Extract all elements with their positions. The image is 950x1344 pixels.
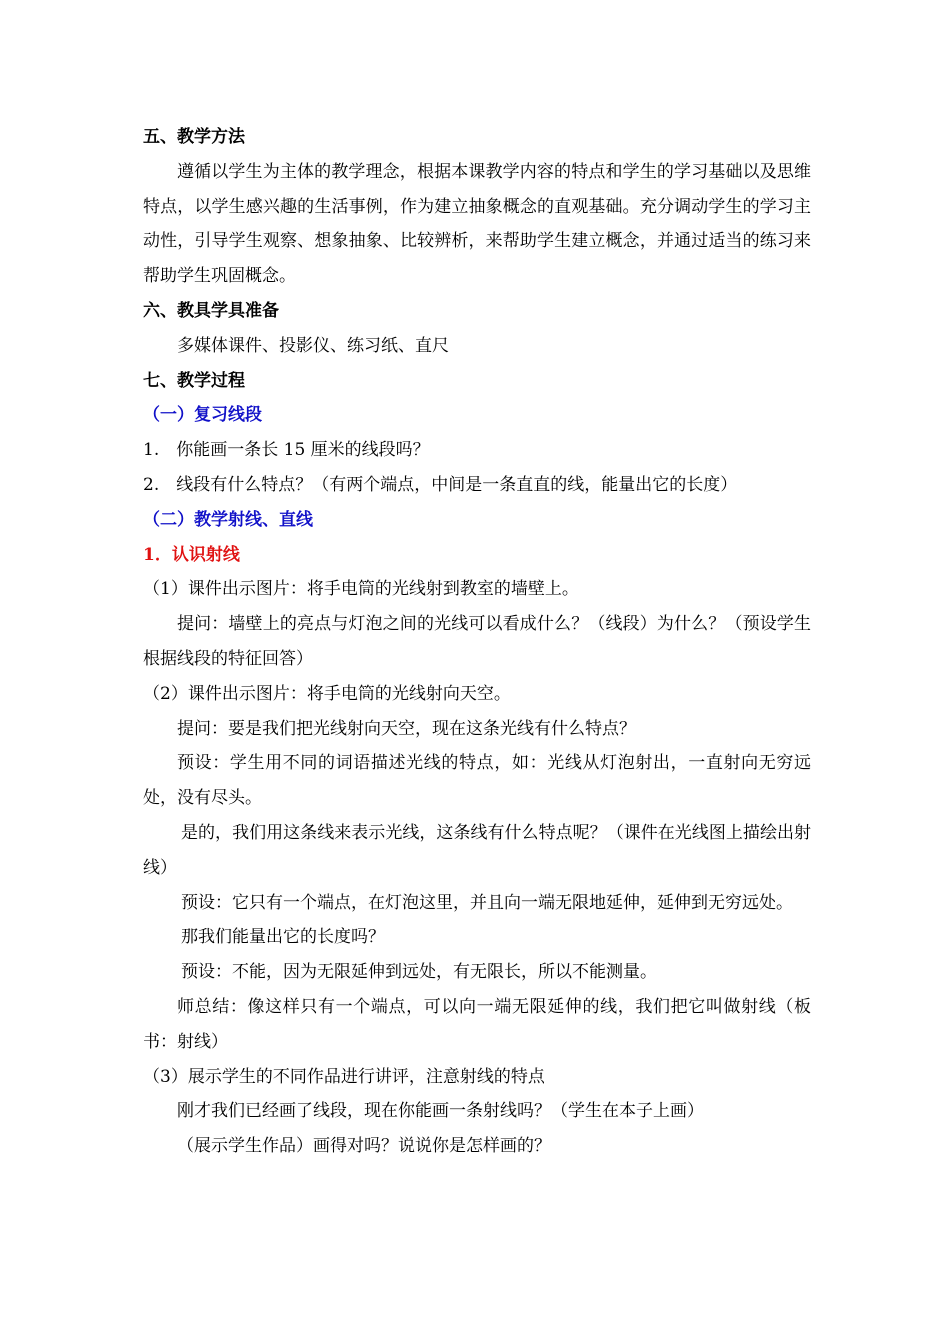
step-2-explanation: 是的，我们用这条线来表示光线，这条线有什么特点呢？（课件在光线图上描绘出射线）	[143, 822, 811, 878]
document-body	[143, 120, 811, 1164]
paragraph-teaching-method: 遵循以学生为主体的教学理念，根据本课教学内容的特点和学生的学习基础以及思维特点，以学生感兴趣的生活事例，作为建立抽象概念的直观基础。充分调动学生的学习主动性，引导学生观察、想象抽象、比较辨析，来帮助学生建立概念，并通过适当的练习来帮助学生巩固概念。	[143, 161, 811, 287]
subheading-teach-ray-line: （二）教学射线、直线	[143, 509, 313, 530]
step-2-measure-question: 那我们能量出它的长度吗？	[181, 927, 385, 948]
section-heading-tools: 六、教具学具准备	[143, 300, 279, 321]
step-2-summary: 师总结：像这样只有一个端点，可以向一端无限延伸的线，我们把它叫做射线（板书：射线）	[143, 996, 811, 1052]
step-2: （2）课件出示图片：将手电筒的光线射向天空。	[143, 683, 511, 704]
step-1-question: 提问：墙壁上的亮点与灯泡之间的光线可以看成什么？（线段）为什么？（预设学生根据线段的特征回答）	[143, 614, 811, 669]
step-3-review: （展示学生作品）画得对吗？说说你是怎样画的？	[177, 1136, 551, 1157]
step-2-preset: 预设：学生用不同的词语描述光线的特点，如：光线从灯泡射出，一直射向无穷远处，没有尽头。	[143, 753, 811, 809]
step-3-prompt: 刚才我们已经画了线段，现在你能画一条射线吗？（学生在本子上画）	[177, 1101, 704, 1122]
step-2-question: 提问：要是我们把光线射向天空，现在这条光线有什么特点？	[177, 718, 636, 739]
review-question-2: 2. 线段有什么特点？（有两个端点，中间是一条直直的线，能量出它的长度）	[143, 474, 738, 495]
step-3: （3）展示学生的不同作品进行讲评，注意射线的特点	[143, 1066, 545, 1087]
subheading-recognize-ray: 1．认识射线	[143, 544, 240, 565]
subheading-review-segment: （一）复习线段	[143, 405, 262, 426]
step-1: （1）课件出示图片：将手电筒的光线射到教室的墙壁上。	[143, 579, 579, 600]
section-heading-teaching-method: 五、教学方法	[143, 127, 245, 147]
step-2-preset-3: 预设：不能，因为无限延伸到远处，有无限长，所以不能测量。	[181, 962, 657, 983]
section-heading-teaching-process: 七、教学过程	[143, 370, 245, 391]
step-2-preset-2: 预设：它只有一个端点，在灯泡这里，并且向一端无限地延伸，延伸到无穷远处。	[181, 892, 793, 913]
review-question-1: 1. 你能画一条长 15 厘米的线段吗？	[143, 440, 430, 461]
paragraph-tools: 多媒体课件、投影仪、练习纸、直尺	[177, 335, 449, 356]
